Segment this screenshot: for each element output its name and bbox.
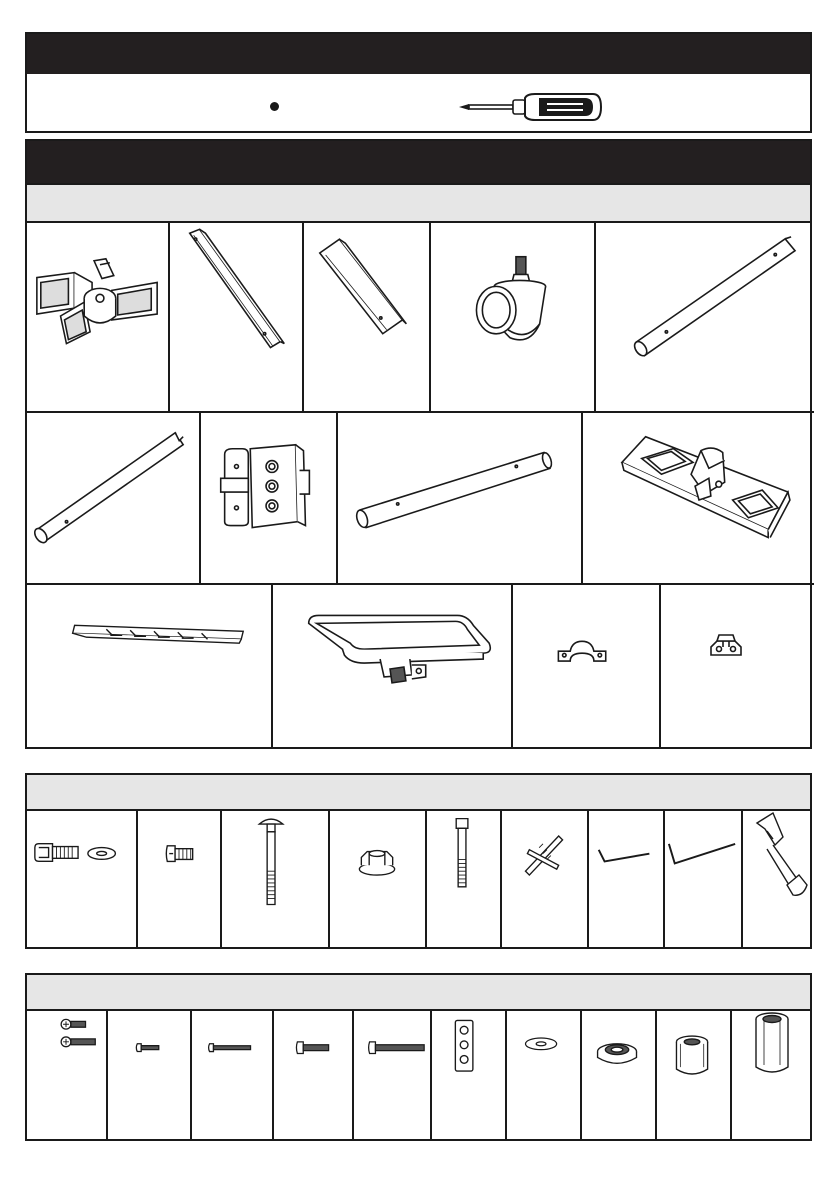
wrench-icon <box>743 809 814 947</box>
part-half-clamp <box>513 585 661 747</box>
short-screw-icon <box>138 809 220 947</box>
tv-hardware-subheader <box>27 975 810 1011</box>
leg-1-icon <box>170 221 302 411</box>
part-small-bracket <box>661 585 814 747</box>
part-caster <box>431 221 596 413</box>
lock-nut-icon <box>330 809 425 947</box>
tv-hardware-m6-screw <box>274 1009 354 1139</box>
m4-long-screw-icon <box>192 1009 272 1139</box>
part-leg-1 <box>170 221 304 413</box>
cable-tie-set-icon <box>502 809 587 947</box>
hardware-bolt-washer <box>27 809 138 947</box>
lower-pole-icon <box>27 413 199 583</box>
tv-hardware-tall-spacer <box>732 1009 814 1139</box>
components-header-bar <box>27 141 810 183</box>
tv-hardware-screw-pair <box>27 1009 108 1139</box>
cross-bar-icon <box>27 585 271 747</box>
part-middle-pole <box>338 413 583 585</box>
components-panel <box>25 139 812 749</box>
pole-clamp-icon <box>201 413 336 583</box>
hardware-short-screw <box>138 809 222 947</box>
hub-base-icon <box>27 221 168 411</box>
large-hex-key-icon <box>665 809 741 947</box>
m4-screw-icon <box>108 1009 190 1139</box>
tools-header-bar <box>27 34 810 74</box>
hardware-long-bolt <box>427 809 502 947</box>
hardware-lock-nut <box>330 809 427 947</box>
marker-dot-icon <box>270 102 279 111</box>
tall-spacer-icon <box>732 1009 814 1139</box>
hardware-carriage-bolt <box>222 809 330 947</box>
m8-long-screw-icon <box>354 1009 430 1139</box>
upper-pole-icon <box>596 221 814 411</box>
tools-panel <box>25 32 812 133</box>
flat-washer-icon <box>507 1009 580 1139</box>
hardware-small-hex-key <box>589 809 665 947</box>
half-clamp-icon <box>513 585 659 747</box>
part-tv-mount-plate <box>583 413 814 585</box>
shelf-tray-icon <box>273 585 511 747</box>
part-lower-pole <box>27 413 201 585</box>
thick-spacer-icon <box>582 1009 655 1139</box>
screw-pair-icon <box>27 1009 106 1139</box>
hardware-panel <box>25 773 812 949</box>
middle-pole-icon <box>338 413 581 583</box>
part-pole-clamp <box>201 413 338 585</box>
screwdriver-icon <box>455 92 605 122</box>
tv-hardware-flat-washer <box>507 1009 582 1139</box>
hardware-large-hex-key <box>665 809 743 947</box>
tv-hardware-panel <box>25 973 812 1141</box>
long-bolt-icon <box>427 809 500 947</box>
tv-hardware-m4-long-screw <box>192 1009 274 1139</box>
part-upper-pole <box>596 221 814 413</box>
tv-hardware-ring-spacer <box>657 1009 732 1139</box>
tv-hardware-spacer-plate <box>432 1009 507 1139</box>
hardware-cable-tie-set <box>502 809 589 947</box>
small-hex-key-icon <box>589 809 663 947</box>
bolt-washer-icon <box>27 809 136 947</box>
leg-2-icon <box>304 221 429 411</box>
spacer-plate-icon <box>432 1009 505 1139</box>
tv-hardware-m4-screw <box>108 1009 192 1139</box>
tv-hardware-m8-long-screw <box>354 1009 432 1139</box>
tv-hardware-thick-spacer <box>582 1009 657 1139</box>
part-shelf-tray <box>273 585 513 747</box>
small-bracket-icon <box>661 585 814 747</box>
hardware-wrench <box>743 809 814 947</box>
hardware-subheader <box>27 775 810 811</box>
caster-icon <box>431 221 594 411</box>
carriage-bolt-icon <box>222 809 328 947</box>
part-cross-bar <box>27 585 273 747</box>
part-hub-base <box>27 221 170 413</box>
parts-subheader <box>27 183 810 223</box>
ring-spacer-icon <box>657 1009 730 1139</box>
part-leg-2 <box>304 221 431 413</box>
tv-mount-plate-icon <box>583 413 814 583</box>
m6-screw-icon <box>274 1009 352 1139</box>
